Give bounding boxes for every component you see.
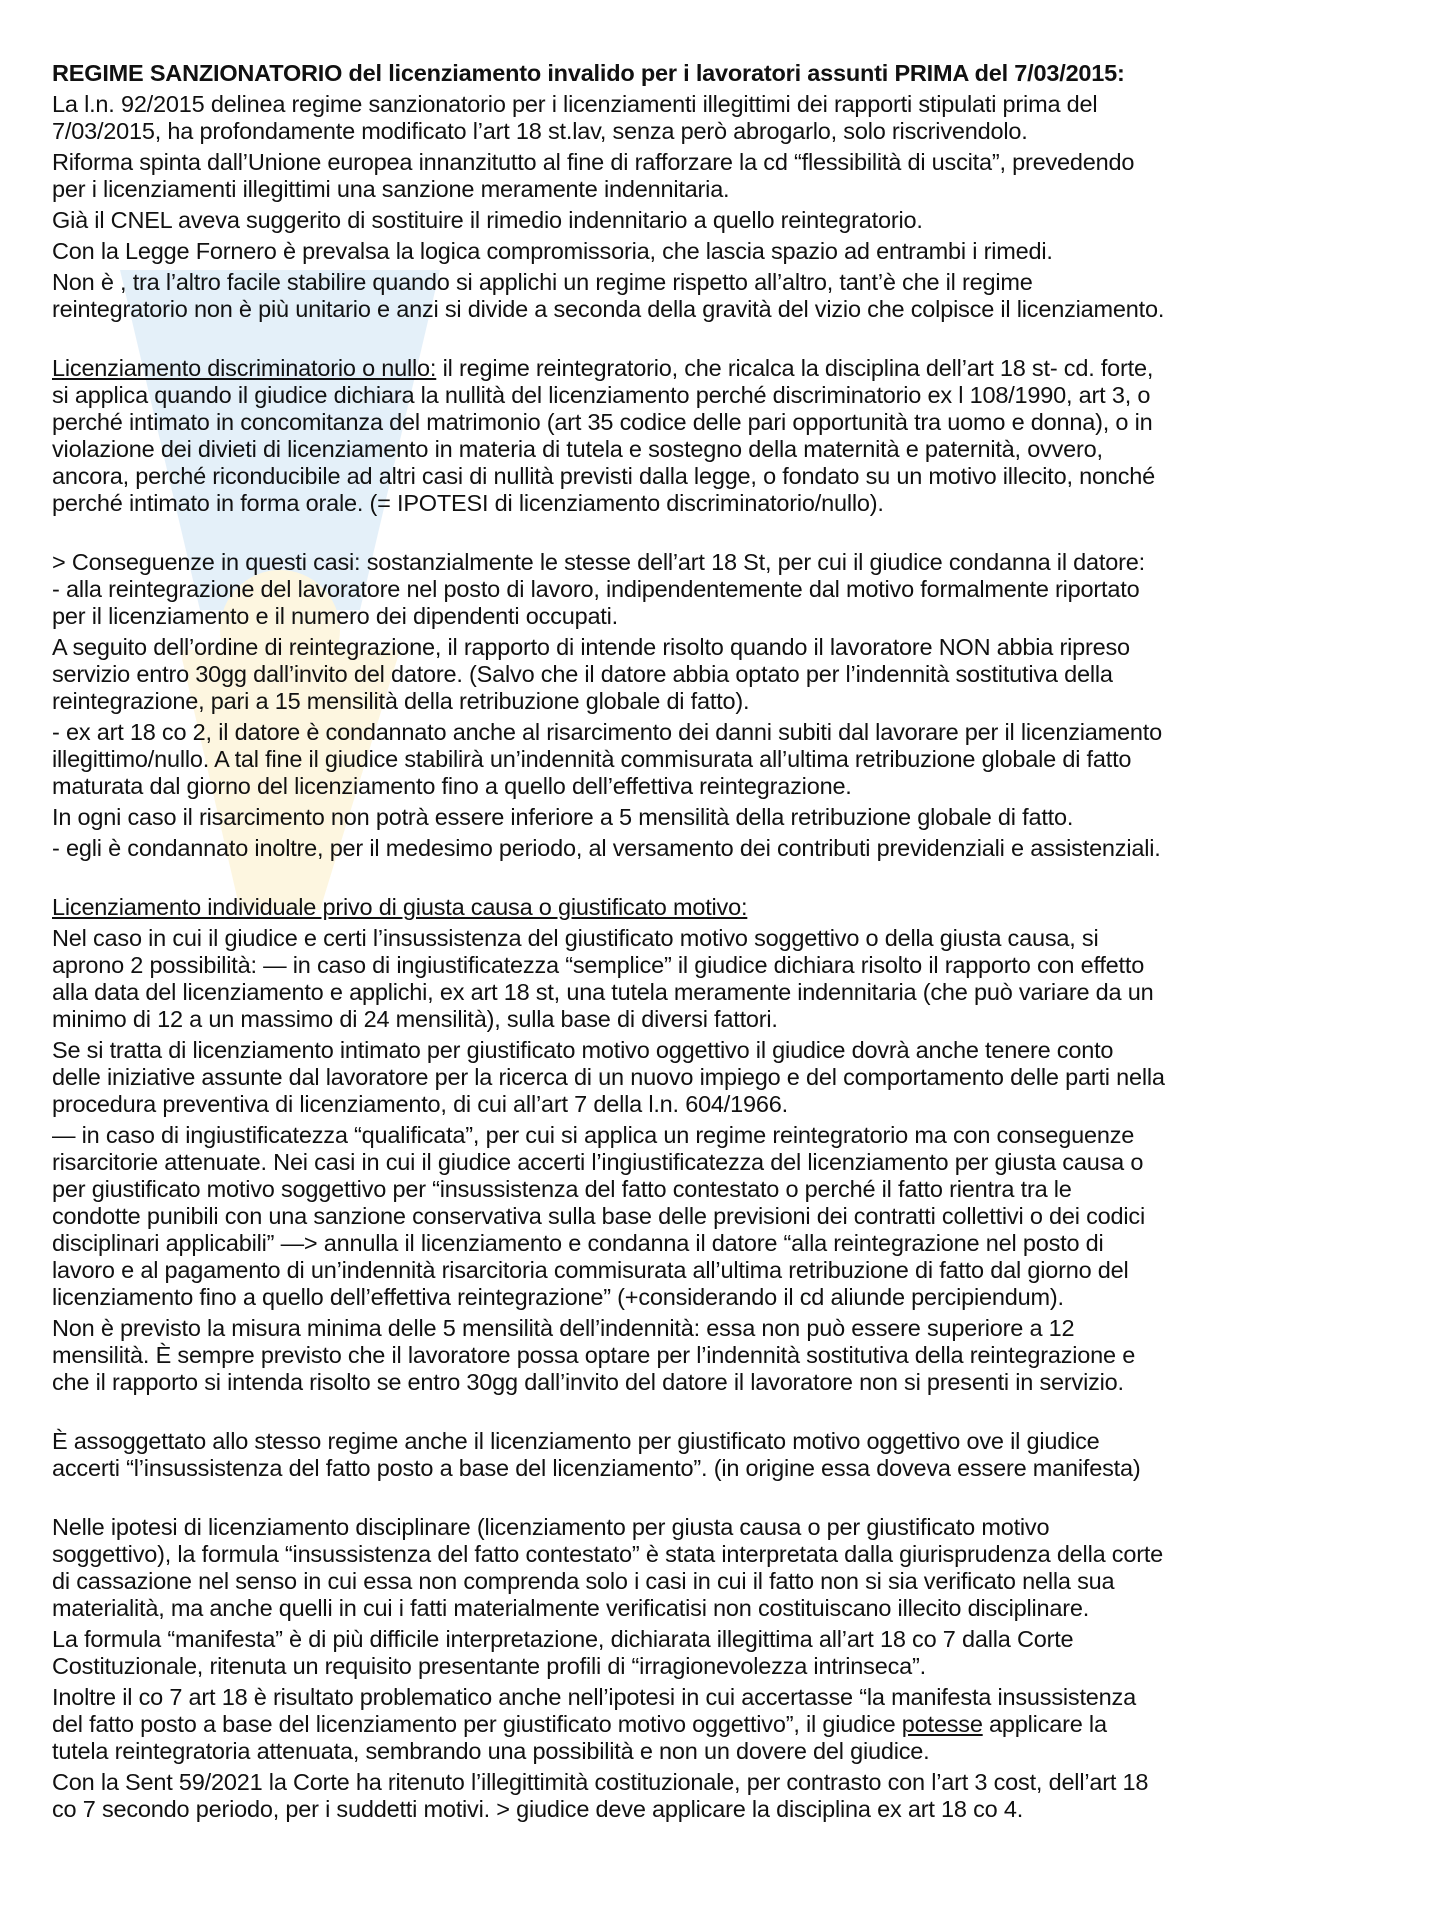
- text-line: maturata dal giorno del licenziamento fino a quello dell’effettiva reintegrazione.: [52, 773, 852, 799]
- paragraph: [52, 355, 1422, 517]
- paragraph: [52, 238, 1422, 265]
- text-line: La l.n. 92/2015 delinea regime sanzionatorio per i licenziamenti illegittimi dei rapporti stipulati prima del: [52, 91, 1098, 117]
- text-line: Licenziamento individuale privo di giusta causa o giustificato motivo:: [52, 894, 748, 920]
- text-line: delle iniziative assunte dal lavoratore per la ricerca di un nuovo impiego e del comportamento delle parti nella: [52, 1064, 1165, 1090]
- text-line: In ogni caso il risarcimento non potrà essere inferiore a 5 mensilità della retribuzione globale di fatto.: [52, 804, 1074, 830]
- text-line: La formula “manifesta” è di più difficile interpretazione, dichiarata illegittima all’art 18 co 7 dalla Corte: [52, 1626, 1074, 1652]
- underlined-text: potesse: [901, 1711, 983, 1737]
- text-line: co 7 secondo periodo, per i suddetti motivi. > giudice deve applicare la disciplina ex art 18 co 4.: [52, 1796, 1024, 1822]
- text-line: mensilità. È sempre previsto che il lavoratore possa optare per l’indennità sostitutiva della reintegrazione e: [52, 1342, 1136, 1368]
- paragraph: [52, 719, 1422, 800]
- text-line: Inoltre il co 7 art 18 è risultato problematico anche nell’ipotesi in cui accertasse “la manifesta insussistenza: [52, 1684, 1136, 1710]
- text-line: tutela reintegratoria attenuata, sembrando una possibilità e non un dovere del giudice.: [52, 1738, 930, 1764]
- text-line: È assoggettato allo stesso regime anche il licenziamento per giustificato motivo oggettivo ove il giudice: [52, 1428, 1100, 1454]
- text-line: Non è , tra l’altro facile stabilire quando si applichi un regime rispetto all’altro, tant’è che il regime: [52, 269, 1033, 295]
- text-line: licenziamento fino a quello dell’effettiva reintegrazione” (+considerando il cd aliunde percipiendum).: [52, 1284, 1064, 1310]
- paragraph: [52, 207, 1422, 234]
- paragraph: [52, 149, 1422, 203]
- text-line: soggettivo), la formula “insussistenza del fatto contestato” è stata interpretata dalla giurisprudenza della corte: [52, 1541, 1164, 1567]
- paragraph: [52, 1626, 1422, 1680]
- text-line: illegittimo/nullo. A tal fine il giudice stabilirà un’indennità commisurata all’ultima retribuzione globale di fatto: [52, 746, 1132, 772]
- text-line: Costituzionale, ritenuta un requisito presentante profili di “irragionevolezza intrinseca”.: [52, 1653, 926, 1679]
- text-line: per i licenziamenti illegittimi una sanzione meramente indennitaria.: [52, 176, 730, 202]
- text-line: per giustificato motivo soggettivo per “insussistenza del fatto contestato o perché il fatto rientra tra le: [52, 1176, 1072, 1202]
- text-line: A seguito dell’ordine di reintegrazione, il rapporto di intende risolto quando il lavoratore NON abbia ripreso: [52, 634, 1130, 660]
- paragraph: [52, 804, 1422, 831]
- text-line: Con la Sent 59/2021 la Corte ha ritenuto l’illegittimità costituzionale, per contrasto con l’art 3 cost, dell’art 18: [52, 1769, 1149, 1795]
- text-line: alla data del licenziamento e applichi, ex art 18 st, una tutela meramente indennitaria (che può variare da un: [52, 979, 1154, 1005]
- text-line: di cassazione nel senso in cui essa non comprenda solo i casi in cui il fatto non si sia verificato nella sua: [52, 1568, 1115, 1594]
- text-line: perché intimato in concomitanza del matrimonio (art 35 codice delle pari opportunità tra uomo e donna), o in: [52, 409, 1153, 435]
- paragraph: [52, 1122, 1422, 1311]
- text-line: servizio entro 30gg dall’invito del datore. (Salvo che il datore abbia optato per l’indennità sostitutiva della: [52, 661, 1113, 687]
- paragraph: [52, 269, 1422, 323]
- paragraph: [52, 634, 1422, 715]
- text-line: Già il CNEL aveva suggerito di sostituire il rimedio indennitario a quello reintegratorio.: [52, 207, 923, 233]
- text-line: aprono 2 possibilità: — in caso di ingiustificatezza “semplice” il giudice dichiara risolto il rapporto con effetto: [52, 952, 1145, 978]
- text-line: per il licenziamento e il numero dei dipendenti occupati.: [52, 603, 618, 629]
- text-line: 7/03/2015, ha profondamente modificato l’art 18 st.lav, senza però abrogarlo, solo riscrivendolo.: [52, 118, 1028, 144]
- paragraph: [52, 835, 1422, 862]
- paragraph: [52, 1684, 1422, 1765]
- paragraph: [52, 91, 1422, 145]
- text-line: ancora, perché riconducibile ad altri casi di nullità previsti dalla legge, o fondato su un motivo illecito, nonché: [52, 463, 1156, 489]
- paragraph: [52, 1514, 1422, 1622]
- text-line: che il rapporto si intenda risolto se entro 30gg dall’invito del datore il lavoratore non si presenti in servizio.: [52, 1369, 1124, 1395]
- text-line: procedura preventiva di licenziamento, di cui all’art 7 della l.n. 604/1966.: [52, 1091, 788, 1117]
- paragraph: [52, 1769, 1422, 1823]
- text-line: Nel caso in cui il giudice e certi l’insussistenza del giustificato motivo soggettivo o della giusta causa, si: [52, 925, 1099, 951]
- text-line: Nelle ipotesi di licenziamento disciplinare (licenziamento per giusta causa o per giustificato motivo: [52, 1514, 1050, 1540]
- paragraph: [52, 925, 1422, 1033]
- text-line: Licenziamento discriminatorio o nullo: il regime reintegratorio, che ricalca la disciplina dell’art 18 st- cd. forte,: [52, 355, 1154, 381]
- text-line: condotte punibili con una sanzione conservativa sulla base delle previsioni dei contratti collettivi o dei codici: [52, 1203, 1145, 1229]
- document-page: [52, 56, 1422, 1823]
- text-line: — in caso di ingiustificatezza “qualificata”, per cui si applica un regime reintegratorio ma con conseguenze: [52, 1122, 1135, 1148]
- text-line: violazione dei divieti di licenziamento in materia di tutela e sostegno della maternità e paternità, ovvero,: [52, 436, 1103, 462]
- text-line: Se si tratta di licenziamento intimato per giustificato motivo oggettivo il giudice dovrà anche tenere conto: [52, 1037, 1114, 1063]
- text-line: si applica quando il giudice dichiara la nullità del licenziamento perché discriminatorio ex l 108/1990, art 3, o: [52, 382, 1151, 408]
- text-line: lavoro e al pagamento di un’indennità risarcitoria commisurata all’ultima retribuzione di fatto dal giorno del: [52, 1257, 1129, 1283]
- paragraph: [52, 1428, 1422, 1482]
- document-title: [52, 60, 1422, 87]
- text-line: Con la Legge Fornero è prevalsa la logica compromissoria, che lascia spazio ad entrambi i rimedi.: [52, 238, 1053, 264]
- text-line: perché intimato in forma orale. (= IPOTESI di licenziamento discriminatorio/nullo).: [52, 490, 884, 516]
- paragraph: [52, 1315, 1422, 1396]
- text-line: materialità, ma anche quelli in cui i fatti materialmente verificatisi non costituiscano illecito disciplinare.: [52, 1595, 1090, 1621]
- text-line: Non è previsto la misura minima delle 5 mensilità dell’indennità: essa non può essere superiore a 12: [52, 1315, 1075, 1341]
- text-line: del fatto posto a base del licenziamento per giustificato motivo oggettivo”, il giudice potesse applicare la: [52, 1711, 1107, 1737]
- text-line: - ex art 18 co 2, il datore è condannato anche al risarcimento dei danni subiti dal lavorare per il licenziamento: [52, 719, 1162, 745]
- section-heading: [52, 894, 1422, 921]
- text-line: disciplinari applicabili” —> annulla il licenziamento e condanna il datore “alla reintegrazione nel posto di: [52, 1230, 1104, 1256]
- paragraph: [52, 549, 1422, 630]
- underlined-text: Licenziamento discriminatorio o nullo:: [52, 355, 437, 381]
- paragraph: [52, 1037, 1422, 1118]
- text-line: REGIME SANZIONATORIO del licenziamento invalido per i lavoratori assunti PRIMA del 7/03/2015:: [52, 60, 1125, 86]
- text-line: > Conseguenze in questi casi: sostanzialmente le stesse dell’art 18 St, per cui il giudice condanna il datore:: [52, 549, 1145, 575]
- text-line: minimo di 12 a un massimo di 24 mensilità), sulla base di diversi fattori.: [52, 1006, 778, 1032]
- text-line: reintegratorio non è più unitario e anzi si divide a seconda della gravità del vizio che colpisce il licenziamento.: [52, 296, 1165, 322]
- text-line: accerti “l’insussistenza del fatto posto a base del licenziamento”. (in origine essa doveva essere manifesta): [52, 1455, 1141, 1481]
- text-line: - egli è condannato inoltre, per il medesimo periodo, al versamento dei contributi previdenziali e assistenziali.: [52, 835, 1161, 861]
- text-line: reintegrazione, pari a 15 mensilità della retribuzione globale di fatto).: [52, 688, 750, 714]
- text-line: - alla reintegrazione del lavoratore nel posto di lavoro, indipendentemente dal motivo formalmente riportato: [52, 576, 1140, 602]
- text-line: risarcitorie attenuate. Nei casi in cui il giudice accerti l’ingiustificatezza del licenziamento per giusta causa o: [52, 1149, 1144, 1175]
- text-line: Riforma spinta dall’Unione europea innanzitutto al fine di rafforzare la cd “flessibilità di uscita”, prevedendo: [52, 149, 1135, 175]
